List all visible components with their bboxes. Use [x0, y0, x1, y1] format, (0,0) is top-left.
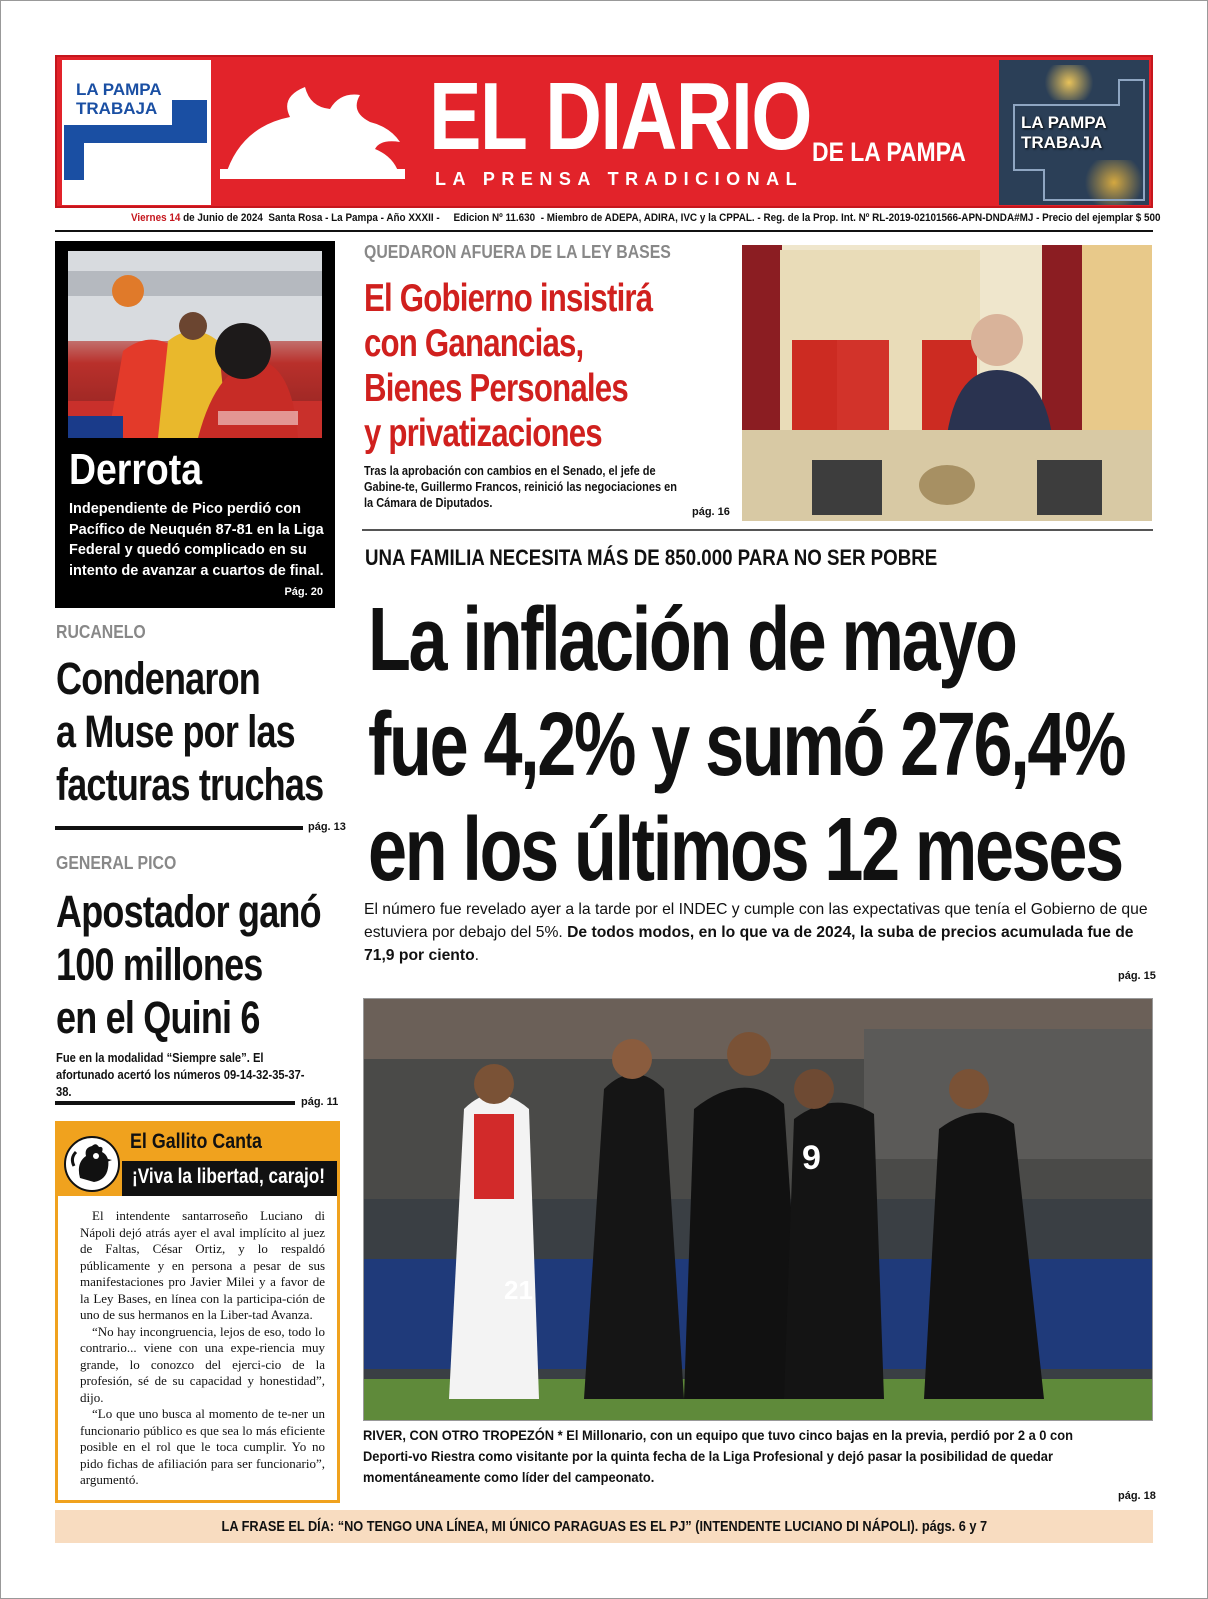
quini-kicker: GENERAL PICO: [56, 853, 177, 873]
inflation-body-plain: El número fue revelado ayer a la tarde por el INDEC y cumple con las expectativas que tenía el Gobierno de que estuviera por debajo del 5%.: [364, 901, 1148, 941]
football-celebration-image: [364, 999, 1153, 1421]
inflation-kicker: UNA FAMILIA NECESITA MÁS DE 850.000 PARA NO SER POBRE: [365, 545, 938, 570]
inflation-page-ref: pág. 15: [1118, 970, 1156, 982]
gallito-header: [58, 1124, 337, 1196]
gallito-paragraph: “Lo que uno busca al momento de te-ner un funcionario público es que sea lo más eficiente posible en el rol que le toca cumplir. Yo no pido fichas de afiliación para ser funcionario”, argumentó.: [80, 1406, 325, 1487]
ley-headline-line: El Gobierno insistirá: [364, 277, 653, 320]
jersey-number-9: 9: [802, 1139, 821, 1177]
ley-summary: Tras la aprobación con cambios en el Senado, el jefe de Gabine-te, Guillermo Francos, reinició las negociaciones en la Cámara de Diputados.: [364, 464, 677, 510]
gallito-paragraph: El intendente santarroseño Luciano di Nápoli dejó atrás ayer el aval implícito al juez de Faltas, César Ortiz, y lo respaldó públicamente y en persona a pesar de sus manifestaciones pro Javier Milei y a favor de la Ley Bases, en línea con la participa-ción de uno de sus hermanos en la Liber-tad Avanza.: [80, 1208, 325, 1322]
frase-del-dia-text: LA FRASE EL DÍA: “NO TENGO UNA LÍNEA, MI ÚNICO PARAGUAS ES EL PJ” (INTENDENTE LUCIANO DI NÁPOLI). págs. 6 y 7: [221, 1518, 987, 1535]
gallito-paragraph: “No hay incongruencia, lejos de eso, todo lo contrario... viene con una expe-riencia muy grande, lo conozco del ejerci-cio de la profesión, sé de su capacidad y honestidad”, dijo.: [80, 1323, 325, 1405]
newspaper-tagline: LA PRENSA TRADICIONAL: [435, 169, 804, 189]
derrota-story[interactable]: [55, 241, 335, 608]
section-rule: [362, 529, 1153, 531]
inflation-body: [364, 898, 1148, 967]
inflation-headline-line: La inflación de mayo: [368, 590, 1016, 690]
muse-headline-line: Condenaron: [56, 653, 260, 704]
quini-headline-line: Apostador ganó: [56, 886, 321, 937]
header-rule: [55, 230, 1153, 232]
quini-headline-line: 100 millones: [56, 939, 263, 990]
inflation-body-end: .: [474, 947, 480, 964]
river-caption: [363, 1425, 1094, 1488]
river-caption-title: RIVER, CON OTRO TROPEZÓN: [363, 1427, 555, 1443]
gallito-subtitle-bar: [122, 1161, 337, 1196]
frase-del-dia-banner[interactable]: [55, 1510, 1153, 1543]
chamber-scene-image: [742, 245, 1152, 521]
basketball-photo: [68, 251, 322, 438]
ley-page-ref: pág. 16: [692, 506, 730, 518]
dateline-day: Viernes 14: [131, 212, 181, 224]
muse-headline[interactable]: [56, 652, 323, 811]
gallito-body: [80, 1208, 325, 1489]
derrota-headline: Derrota: [69, 445, 203, 494]
ley-headline-line: Bienes Personales: [364, 367, 628, 410]
muse-kicker: RUCANELO: [56, 622, 146, 642]
derrota-summary: Independiente de Pico perdió con Pacífico de Neuquén 87-81 en la Liga Federal y quedó complicado en su intento de avanzar a cuartos de final.: [69, 501, 324, 579]
quini-page-ref: pág. 11: [301, 1096, 339, 1108]
quini-headline-line: en el Quini 6: [56, 992, 260, 1043]
jersey-number-21: 21: [504, 1275, 533, 1305]
dateline-info: Santa Rosa - La Pampa - Año XXXII - Edicion Nº 11.630 - Miembro de ADEPA, ADIRA, IVC y la CPPAL. - Reg. de la Prop. Int. Nº RL-2019-02101566-APN-DNDA#MJ - Precio del ejemplar $ 500: [268, 212, 1161, 224]
inflation-body-bold: De todos modos, en lo que va de 2024, la suba de precios acumulada fue de 71,9 por ciento: [364, 924, 1134, 964]
gallito-subtitle: ¡Viva la libertad, carajo!: [132, 1165, 326, 1188]
quini-summary: Fue en la modalidad “Siempre sale”. El afortunado acertó los números 09-14-32-35-37-38.: [56, 1050, 305, 1099]
dateline: [131, 212, 1160, 224]
province-shape: [172, 100, 207, 143]
la-pampa-trabaja-logo-right[interactable]: [999, 60, 1149, 205]
inflation-headline-line: fue 4,2% y sumó 276,4%: [368, 695, 1125, 795]
ley-headline-line: con Ganancias,: [364, 322, 584, 365]
quini-headline[interactable]: [56, 885, 321, 1044]
river-caption-text: * El Millonario, con un equipo que tuvo cinco bajas en la previa, perdió por 2 a 0 con Deporti-vo Riestra como visitante por la quinta fecha de la Liga Profesional y dejó pasar la posibilidad de quedar momentáneamente como líder del campeonato.: [363, 1427, 1073, 1485]
basketball-scene-image: [68, 251, 322, 438]
river-match-photo: [363, 998, 1153, 1421]
newspaper-title[interactable]: EL DIARIO: [429, 63, 811, 170]
left-logo-text: LA PAMPA TRABAJA: [76, 80, 162, 118]
newspaper-subtitle: DE LA PAMPA: [812, 137, 966, 167]
francos-photo: [742, 245, 1152, 521]
muse-page-ref: pág. 13: [308, 821, 346, 833]
quini-rule: [55, 1101, 295, 1105]
muse-headline-line: facturas truchas: [56, 759, 324, 810]
inflation-headline[interactable]: [368, 588, 1124, 903]
ley-kicker: QUEDARON AFUERA DE LA LEY BASES: [364, 242, 671, 262]
inflation-headline-line: en los últimos 12 meses: [368, 800, 1122, 900]
ley-headline[interactable]: [364, 276, 652, 456]
derrota-page-ref: Pág. 20: [284, 586, 323, 598]
rooster-drawing-icon: [66, 1138, 118, 1190]
sun-logo-icon: [220, 87, 405, 182]
province-shape-cut: [64, 180, 104, 203]
gallito-canta-column[interactable]: [55, 1121, 340, 1503]
muse-rule: [55, 826, 303, 830]
right-logo-text: LA PAMPA TRABAJA: [1021, 113, 1107, 152]
muse-headline-line: a Muse por las: [56, 706, 295, 757]
dateline-date: de Junio de 2024: [183, 212, 263, 224]
la-pampa-trabaja-logo-left[interactable]: [62, 60, 211, 205]
masthead: [55, 55, 1153, 208]
gallito-title: El Gallito Canta: [130, 1130, 262, 1153]
rooster-icon: [64, 1136, 120, 1192]
ley-headline-line: y privatizaciones: [364, 412, 602, 455]
river-page-ref: pág. 18: [1118, 1490, 1156, 1502]
